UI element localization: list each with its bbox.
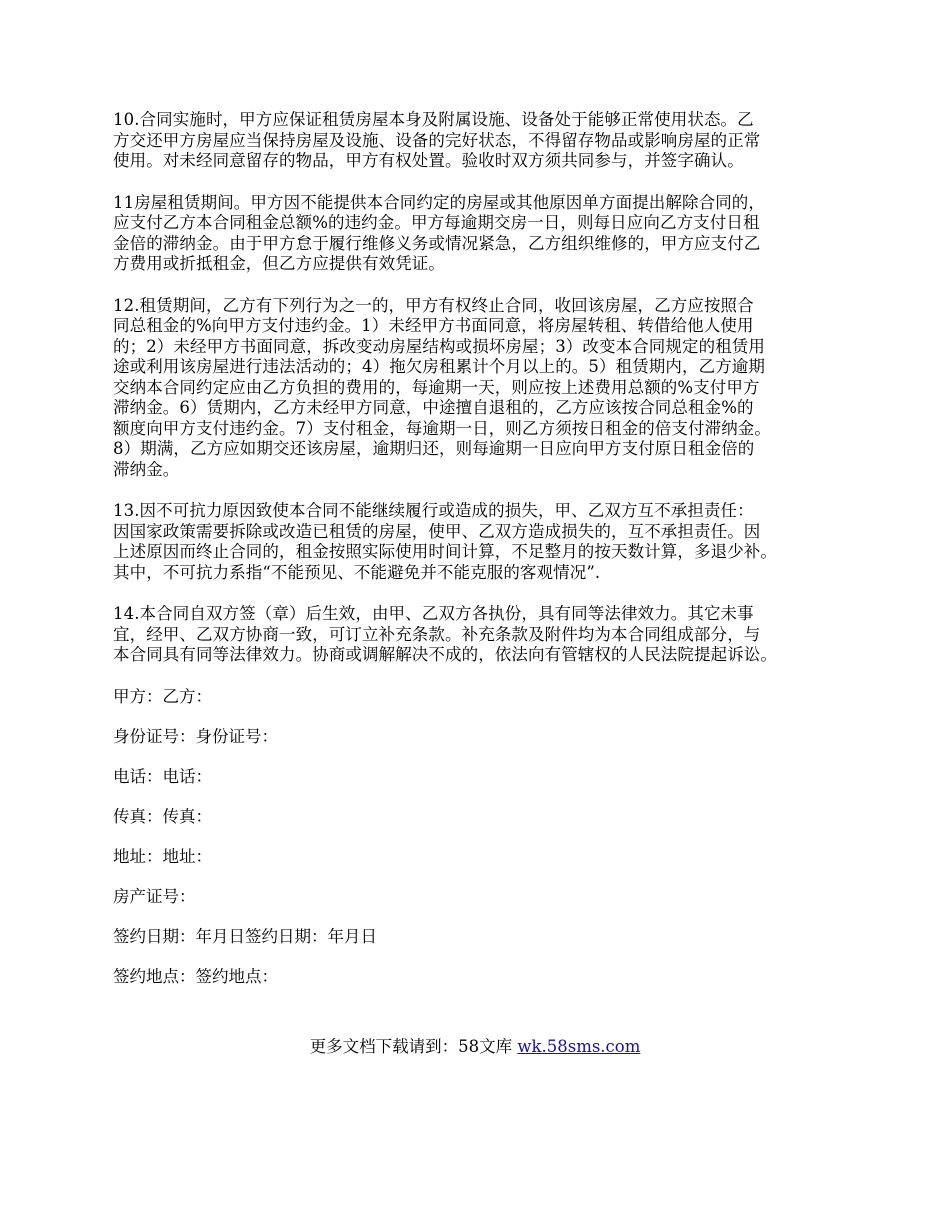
clause-13 (113, 501, 853, 583)
clause-line: 交纳本合同约定应由乙方负担的费用的，每逾期一天，则应按上述费用总额的%支付甲方 (113, 377, 760, 397)
clause-line: 其中，不可抗力系指“不能预见、不能避免并不能克服的客观情况”. (113, 562, 601, 582)
clause-line: 宜，经甲、乙双方协商一致，可订立补充条款。补充条款及附件均为本合同组成部分，与 (113, 624, 761, 644)
clause-line: 使用。对未经同意留存的物品，甲方有权处置。验收时双方须共同参与，并签字确认。 (113, 151, 744, 170)
fax-field: 传真：传真： (113, 806, 212, 826)
clause-line: 的；2）未经甲方书面同意，拆改变动房屋结构或损坏房屋；3）改变本合同规定的租赁用 (113, 336, 765, 356)
address-field: 地址：地址： (113, 846, 212, 866)
party-field: 甲方：乙方： (113, 686, 212, 706)
clause-line: 13.因不可抗力原因致使本合同不能继续履行或造成的损失，甲、乙双方互不承担责任： (113, 501, 754, 520)
clause-line: 滞纳金。6）赁期内，乙方未经甲方同意，中途擅自退租的，乙方应该按合同总租金%的 (113, 398, 754, 417)
clause-14 (113, 604, 853, 666)
clause-line: 上述原因而终止合同的，租金按照实际使用时间计算，不足整月的按天数计算，多退少补。 (113, 542, 777, 561)
document-body (113, 110, 853, 1007)
clause-line: 金倍的滞纳金。由于甲方怠于履行维修义务或情况紧急，乙方组织维修的，甲方应支付乙 (113, 233, 761, 253)
clause-line: 本合同具有同等法律效力。协商或调解解决不成的，依法向有管辖权的人民法院提起诉讼。 (113, 645, 777, 664)
clause-12 (113, 296, 853, 481)
clause-line: 额度向甲方支付违约金。7）支付租金，每逾期一日，则乙方须按日租金的倍支付滞纳金。 (113, 418, 771, 438)
clause-10 (113, 110, 853, 172)
footer-link[interactable]: wk.58sms.com (517, 1037, 641, 1056)
id-number-field: 身份证号：身份证号： (113, 726, 278, 746)
clause-11 (113, 193, 853, 275)
clause-line: 12.租赁期间，乙方有下列行为之一的，甲方有权终止合同，收回该房屋，乙方应按照合 (113, 295, 754, 315)
clause-line: 同总租金的%向甲方支付违约金。1）未经甲方书面同意，将房屋转租、转借给他人使用 (113, 316, 754, 335)
signing-date-field: 签约日期：年月日签约日期：年月日 (113, 926, 377, 946)
clause-line: 应支付乙方本合同租金总额%的违约金。甲方每逾期交房一日，则每日应向乙方支付日租 (113, 213, 760, 232)
clause-line: 滞纳金。 (113, 459, 180, 479)
clause-line: 14.本合同自双方签（章）后生效，由甲、乙双方各执份，具有同等法律效力。其它未事 (113, 604, 754, 623)
clause-line: 方费用或折抵租金，但乙方应提供有效凭证。 (113, 254, 445, 273)
clause-line: 11房屋租赁期间。甲方因不能提供本合同约定的房屋或其他原因单方面提出解除合同的， (113, 192, 765, 212)
clause-line: 途或利用该房屋进行违法活动的；4）拖欠房租累计个月以上的。5）租赁期内，乙方逾期 (113, 357, 765, 376)
phone-field: 电话：电话： (113, 766, 212, 786)
signing-place-field: 签约地点：签约地点： (113, 966, 278, 986)
clause-line: 8）期满，乙方应如期交还该房屋，逾期归还，则每逾期一日应向甲方支付原日租金倍的 (113, 439, 755, 458)
footer (0, 1037, 950, 1057)
clause-line: 方交还甲方房屋应当保持房屋及设施、设备的完好状态，不得留存物品或影响房屋的正常 (113, 130, 761, 150)
footer-text: 更多文档下载请到：58文库 (309, 1037, 518, 1056)
property-cert-field: 房产证号： (113, 886, 196, 906)
clause-line: 10.合同实施时，甲方应保证租赁房屋本身及附属设施、设备处于能够正常使用状态。乙 (113, 110, 754, 129)
clause-line: 因国家政策需要拆除或改造已租赁的房屋，使甲、乙双方造成损失的，互不承担责任。因 (113, 521, 761, 541)
